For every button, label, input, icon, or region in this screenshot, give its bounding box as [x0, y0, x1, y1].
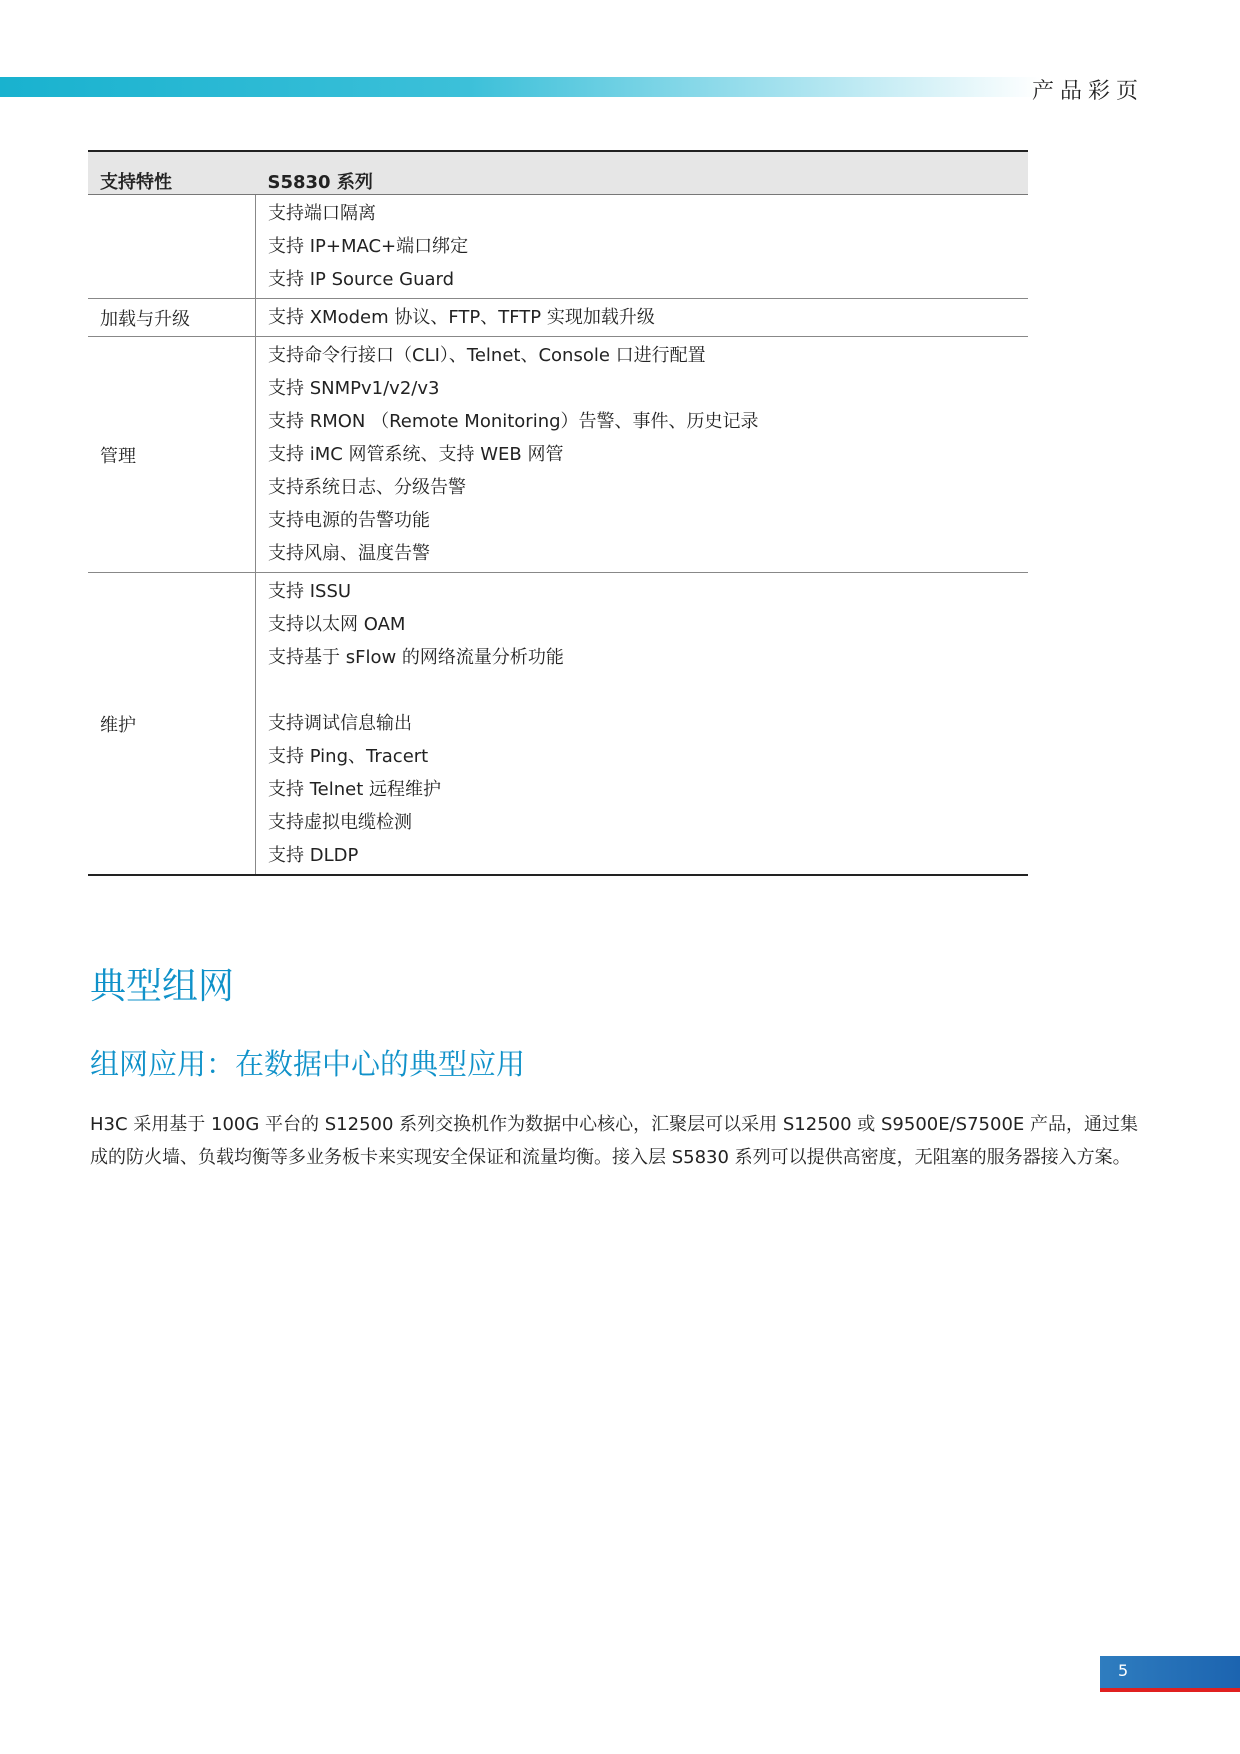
- feature-item: 支持 ISSU: [268, 581, 352, 602]
- page-number-badge: [1100, 1656, 1240, 1692]
- feature-cell: 管理: [88, 337, 256, 573]
- table-row: [88, 299, 1028, 337]
- feature-item: 支持以太网 OAM: [268, 614, 406, 635]
- header-label: 产品彩页: [1032, 79, 1145, 104]
- spec-table: [88, 150, 1028, 876]
- feature-item: 支持 IP+MAC+端口绑定: [268, 236, 469, 257]
- feature-item: 支持 RMON （Remote Monitoring）告警、事件、历史记录: [268, 411, 759, 432]
- feature-item: 支持 SNMPv1/v2/v3: [268, 378, 440, 399]
- items-cell: [256, 337, 1029, 573]
- feature-item: 支持电源的告警功能: [268, 510, 430, 531]
- blank-item: [268, 674, 1018, 707]
- feature-item: 支持 iMC 网管系统、支持 WEB 网管: [268, 444, 564, 465]
- feature-item: 支持风扇、温度告警: [268, 543, 430, 564]
- table-row: [88, 573, 1028, 876]
- feature-cell: [88, 195, 256, 299]
- feature-item: 支持 Ping、Tracert: [268, 746, 429, 767]
- page-number: 5: [1118, 1661, 1129, 1680]
- header-accent-bar: [0, 77, 1040, 97]
- feature-item: 支持 XModem 协议、FTP、TFTP 实现加载升级: [268, 307, 655, 328]
- feature-item: 支持调试信息输出: [268, 713, 412, 734]
- items-cell: [256, 299, 1029, 337]
- feature-cell: 维护: [88, 573, 256, 876]
- feature-item: 支持 Telnet 远程维护: [268, 779, 441, 800]
- table-header-row: [88, 151, 1028, 195]
- feature-item: 支持 IP Source Guard: [268, 269, 455, 290]
- table-header-series: S5830 系列: [256, 151, 1029, 195]
- table-row: [88, 195, 1028, 299]
- items-cell: [256, 195, 1029, 299]
- table-header-feature: 支持特性: [88, 151, 256, 195]
- table-row: [88, 337, 1028, 573]
- feature-item: 支持端口隔离: [268, 203, 376, 224]
- items-cell: [256, 573, 1029, 876]
- feature-cell: 加载与升级: [88, 299, 256, 337]
- feature-item: 支持 DLDP: [268, 845, 359, 866]
- feature-item: 支持系统日志、分级告警: [268, 477, 466, 498]
- feature-item: 支持虚拟电缆检测: [268, 812, 412, 833]
- body-paragraph: H3C 采用基于 100G 平台的 S12500 系列交换机作为数据中心核心，汇聚层可以采用 S12500 或 S9500E/S7500E 产品，通过集成的防火墙、负载均衡等多业务板卡来实现安全保证和流量均衡。接入层 S5830 系列可以提供高密度，无阻塞的服务器接入方案。: [90, 1114, 1139, 1168]
- section-title: 典型组网: [90, 966, 235, 1007]
- feature-item: 支持基于 sFlow 的网络流量分析功能: [268, 647, 564, 668]
- feature-item: 支持命令行接口（CLI）、Telnet、Console 口进行配置: [268, 345, 706, 366]
- section-subtitle: 组网应用：在数据中心的典型应用: [90, 1047, 526, 1081]
